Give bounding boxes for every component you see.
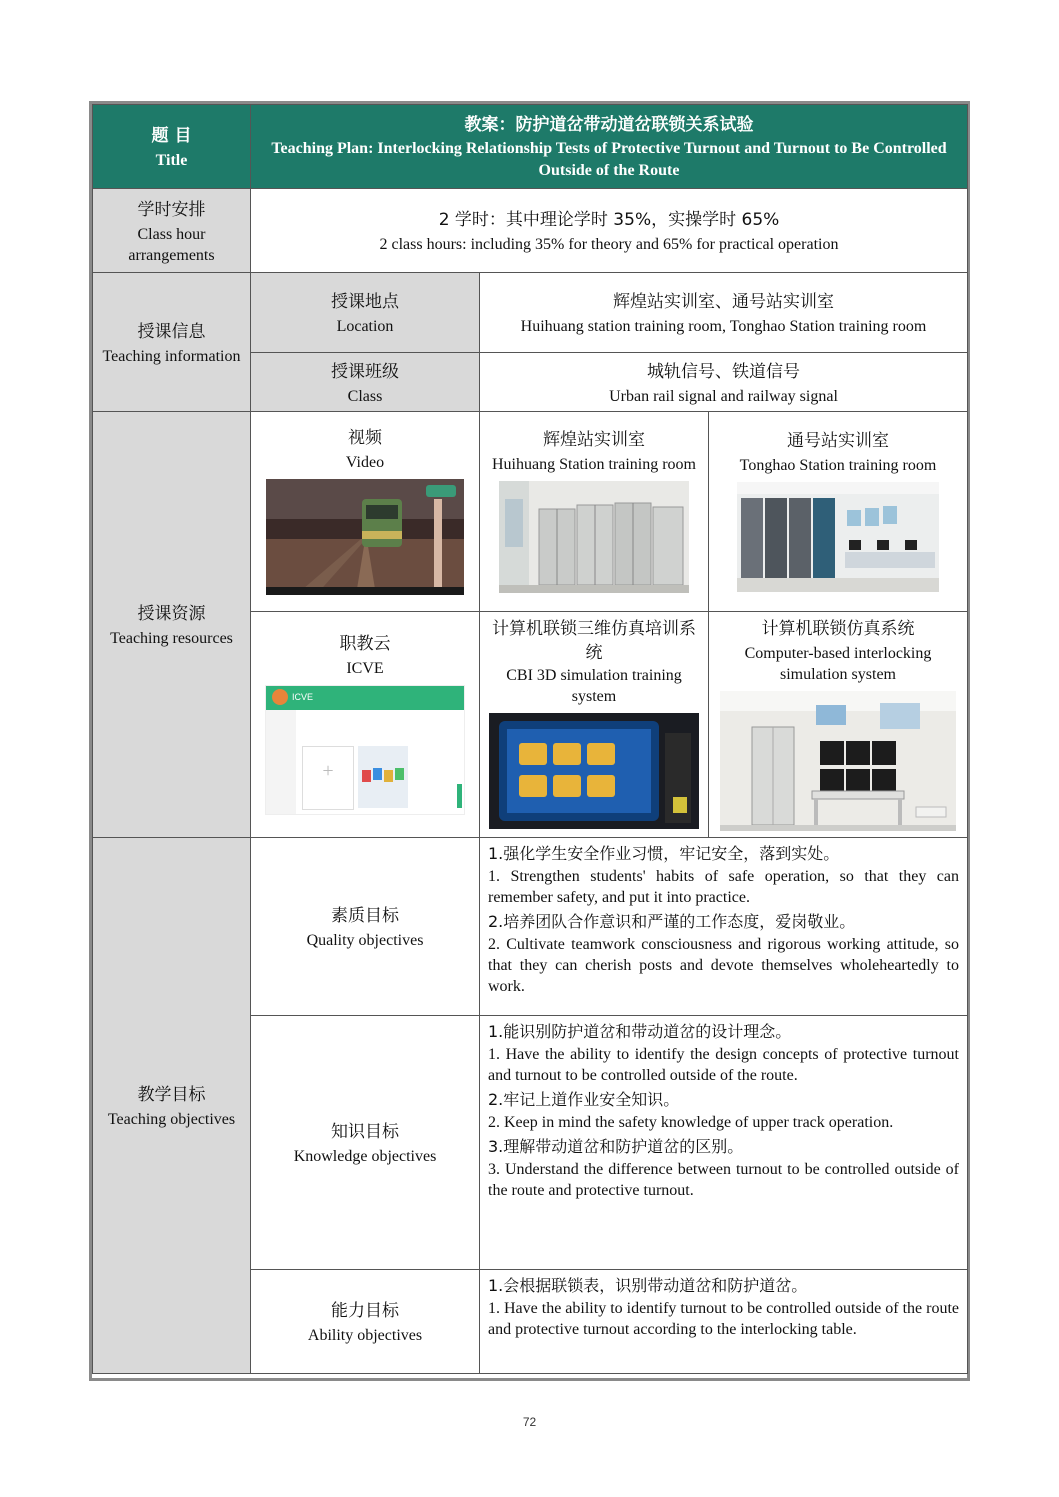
- knowledge-line-2-cn: 2.牢记上道作业安全知识。: [488, 1090, 680, 1109]
- class-label-cn: 授课班级: [331, 361, 399, 382]
- resource-video-cn: 视频: [348, 428, 382, 448]
- quality-line-1-cn: 1.强化学生安全作业习惯，牢记安全，落到实处。: [488, 844, 840, 863]
- resource-cbi3d-cn: 计算机联锁三维仿真培训系统: [492, 618, 696, 663]
- quality-label-cn: 素质目标: [331, 906, 399, 926]
- location-value-en: Huihuang station training room, Tonghao Station training room: [520, 318, 927, 335]
- title-cn: 教案：防护道岔带动道岔联锁关系试验: [464, 114, 754, 135]
- resource-huihuang-cn: 辉煌站实训室: [543, 430, 645, 450]
- icve-scrollbar: [457, 784, 462, 808]
- icve-logo-text: ICVE: [292, 692, 314, 702]
- ability-label-cell: [251, 1270, 480, 1374]
- hours-value-cell: [251, 189, 968, 273]
- objectives-label-cn: 教学目标: [137, 1085, 206, 1105]
- icve-add-icon: +: [302, 746, 354, 810]
- title-en: Teaching Plan: Interlocking Relationship Tests of Protective Turnout and Turnout to Be Controlled Outside of the Route: [271, 139, 947, 179]
- hours-value-cn: 2 学时：其中理论学时 35%，实操学时 65%: [438, 210, 780, 230]
- class-value-cell: [480, 353, 968, 412]
- class-value-cn: 城轨信号、铁道信号: [647, 361, 800, 382]
- knowledge-label-cell: [251, 1016, 480, 1270]
- knowledge-objectives-cell: [480, 1016, 968, 1270]
- resource-icve-en: ICVE: [346, 660, 384, 677]
- icve-sidebar: [266, 710, 296, 814]
- resource-cbi-sim-cn: 计算机联锁仿真系统: [761, 618, 915, 639]
- quality-line-2-en: 2. Cultivate teamwork consciousness and rigorous working attitude, so that they can cherish posts and devote themselves wholeheartedly to work.: [488, 936, 959, 995]
- icve-screenshot[interactable]: [265, 685, 465, 815]
- ability-label-en: Ability objectives: [307, 1327, 423, 1344]
- title-label-cell: [93, 105, 251, 189]
- resource-tonghao-cn: 通号站实训室: [787, 431, 889, 451]
- resource-cbi-sim-cell: [709, 612, 968, 838]
- resource-huihuang-cell: [480, 412, 709, 612]
- knowledge-line-3-cn: 3.理解带动道岔和防护道岔的区别。: [488, 1137, 744, 1156]
- resource-tonghao-en: Tonghao Station training room: [739, 457, 937, 474]
- knowledge-line-2-en: 2. Keep in mind the safety knowledge of upper track operation.: [488, 1114, 894, 1131]
- resource-cbi-sim-en: Computer-based interlocking simulation system: [744, 644, 932, 683]
- resources-label-en: Teaching resources: [110, 630, 233, 647]
- title-row: [93, 105, 968, 189]
- icve-logo-icon: [272, 689, 288, 705]
- ability-label-cn: 能力目标: [331, 1301, 399, 1321]
- ability-line-1-en: 1. Have the ability to identify turnout to be controlled outside of the route and protective turnout according to the interlocking table.: [488, 1300, 959, 1338]
- ability-objectives-cell: [480, 1270, 968, 1374]
- cbi-sim-photo: [720, 691, 956, 831]
- knowledge-label-cn: 知识目标: [331, 1122, 399, 1142]
- quality-label-en: Quality objectives: [306, 932, 424, 949]
- knowledge-line-3-en: 3. Understand the difference between turnout to be controlled outside of the route and protective turnout.: [488, 1161, 959, 1199]
- resource-cbi3d-cell: [480, 612, 709, 838]
- title-label-en: Title: [155, 152, 188, 169]
- class-label-cell: [251, 353, 480, 412]
- hours-value-en: 2 class hours: including 35% for theory and 65% for practical operation: [379, 236, 839, 253]
- page-number: 72: [522, 1415, 537, 1429]
- huihuang-room-photo: [499, 481, 689, 593]
- knowledge-label-en: Knowledge objectives: [293, 1148, 437, 1165]
- objectives-label-cell: [93, 838, 251, 1374]
- video-thumbnail[interactable]: [266, 479, 464, 595]
- resource-tonghao-cell: [709, 412, 968, 612]
- location-label-cell: [251, 273, 480, 353]
- location-row: [93, 273, 968, 353]
- title-label-cn: 题 目: [151, 126, 192, 146]
- resource-video-cell: [251, 412, 480, 612]
- resources-label-cn: 授课资源: [137, 604, 206, 624]
- quality-line-2-cn: 2.培养团队合作意识和严谨的工作态度，爱岗敬业。: [488, 912, 856, 931]
- resource-icve-cell: [251, 612, 480, 838]
- teaching-plan-table: [92, 104, 968, 1374]
- cbi3d-photo: [489, 713, 699, 829]
- resource-video-en: Video: [345, 454, 385, 471]
- resource-icve-cn: 职教云: [339, 634, 391, 654]
- location-value-cn: 辉煌站实训室、通号站实训室: [613, 292, 834, 312]
- tonghao-room-photo: [737, 482, 939, 592]
- objectives-label-en: Teaching objectives: [107, 1111, 236, 1128]
- hours-row: [93, 189, 968, 273]
- hours-label-cn: 学时安排: [137, 199, 206, 220]
- info-label-en: Teaching information: [102, 347, 241, 365]
- hours-label-cell: [93, 189, 251, 273]
- location-value-cell: [480, 273, 968, 353]
- hours-label-en: Class hour arrangements: [128, 225, 215, 264]
- info-label-cell: [93, 273, 251, 412]
- resource-huihuang-en: Huihuang Station training room: [492, 456, 696, 473]
- quality-line-1-en: 1. Strengthen students' habits of safe operation, so that they can remember safety, and put it into practice.: [488, 868, 959, 906]
- class-value-en: Urban rail signal and railway signal: [609, 387, 838, 405]
- resources-row-1: [93, 412, 968, 612]
- quality-objectives-cell: [480, 838, 968, 1016]
- location-label-en: Location: [336, 318, 394, 335]
- knowledge-line-1-cn: 1.能识别防护道岔和带动道岔的设计理念。: [488, 1022, 792, 1041]
- title-value-cell: [251, 105, 968, 189]
- location-label-cn: 授课地点: [331, 292, 399, 312]
- resources-label-cell: [93, 412, 251, 838]
- icve-topbar: [266, 686, 464, 710]
- quality-row: [93, 838, 968, 1016]
- class-label-en: Class: [347, 387, 383, 405]
- resource-cbi3d-en: CBI 3D simulation training system: [506, 666, 682, 705]
- info-label-cn: 授课信息: [137, 321, 206, 342]
- icve-course-cover: [358, 746, 408, 808]
- knowledge-line-1-en: 1. Have the ability to identify the design concepts of protective turnout and turnout to be controlled outside of the route.: [488, 1046, 959, 1084]
- quality-label-cell: [251, 838, 480, 1016]
- ability-line-1-cn: 1.会根据联锁表，识别带动道岔和防护道岔。: [488, 1276, 808, 1295]
